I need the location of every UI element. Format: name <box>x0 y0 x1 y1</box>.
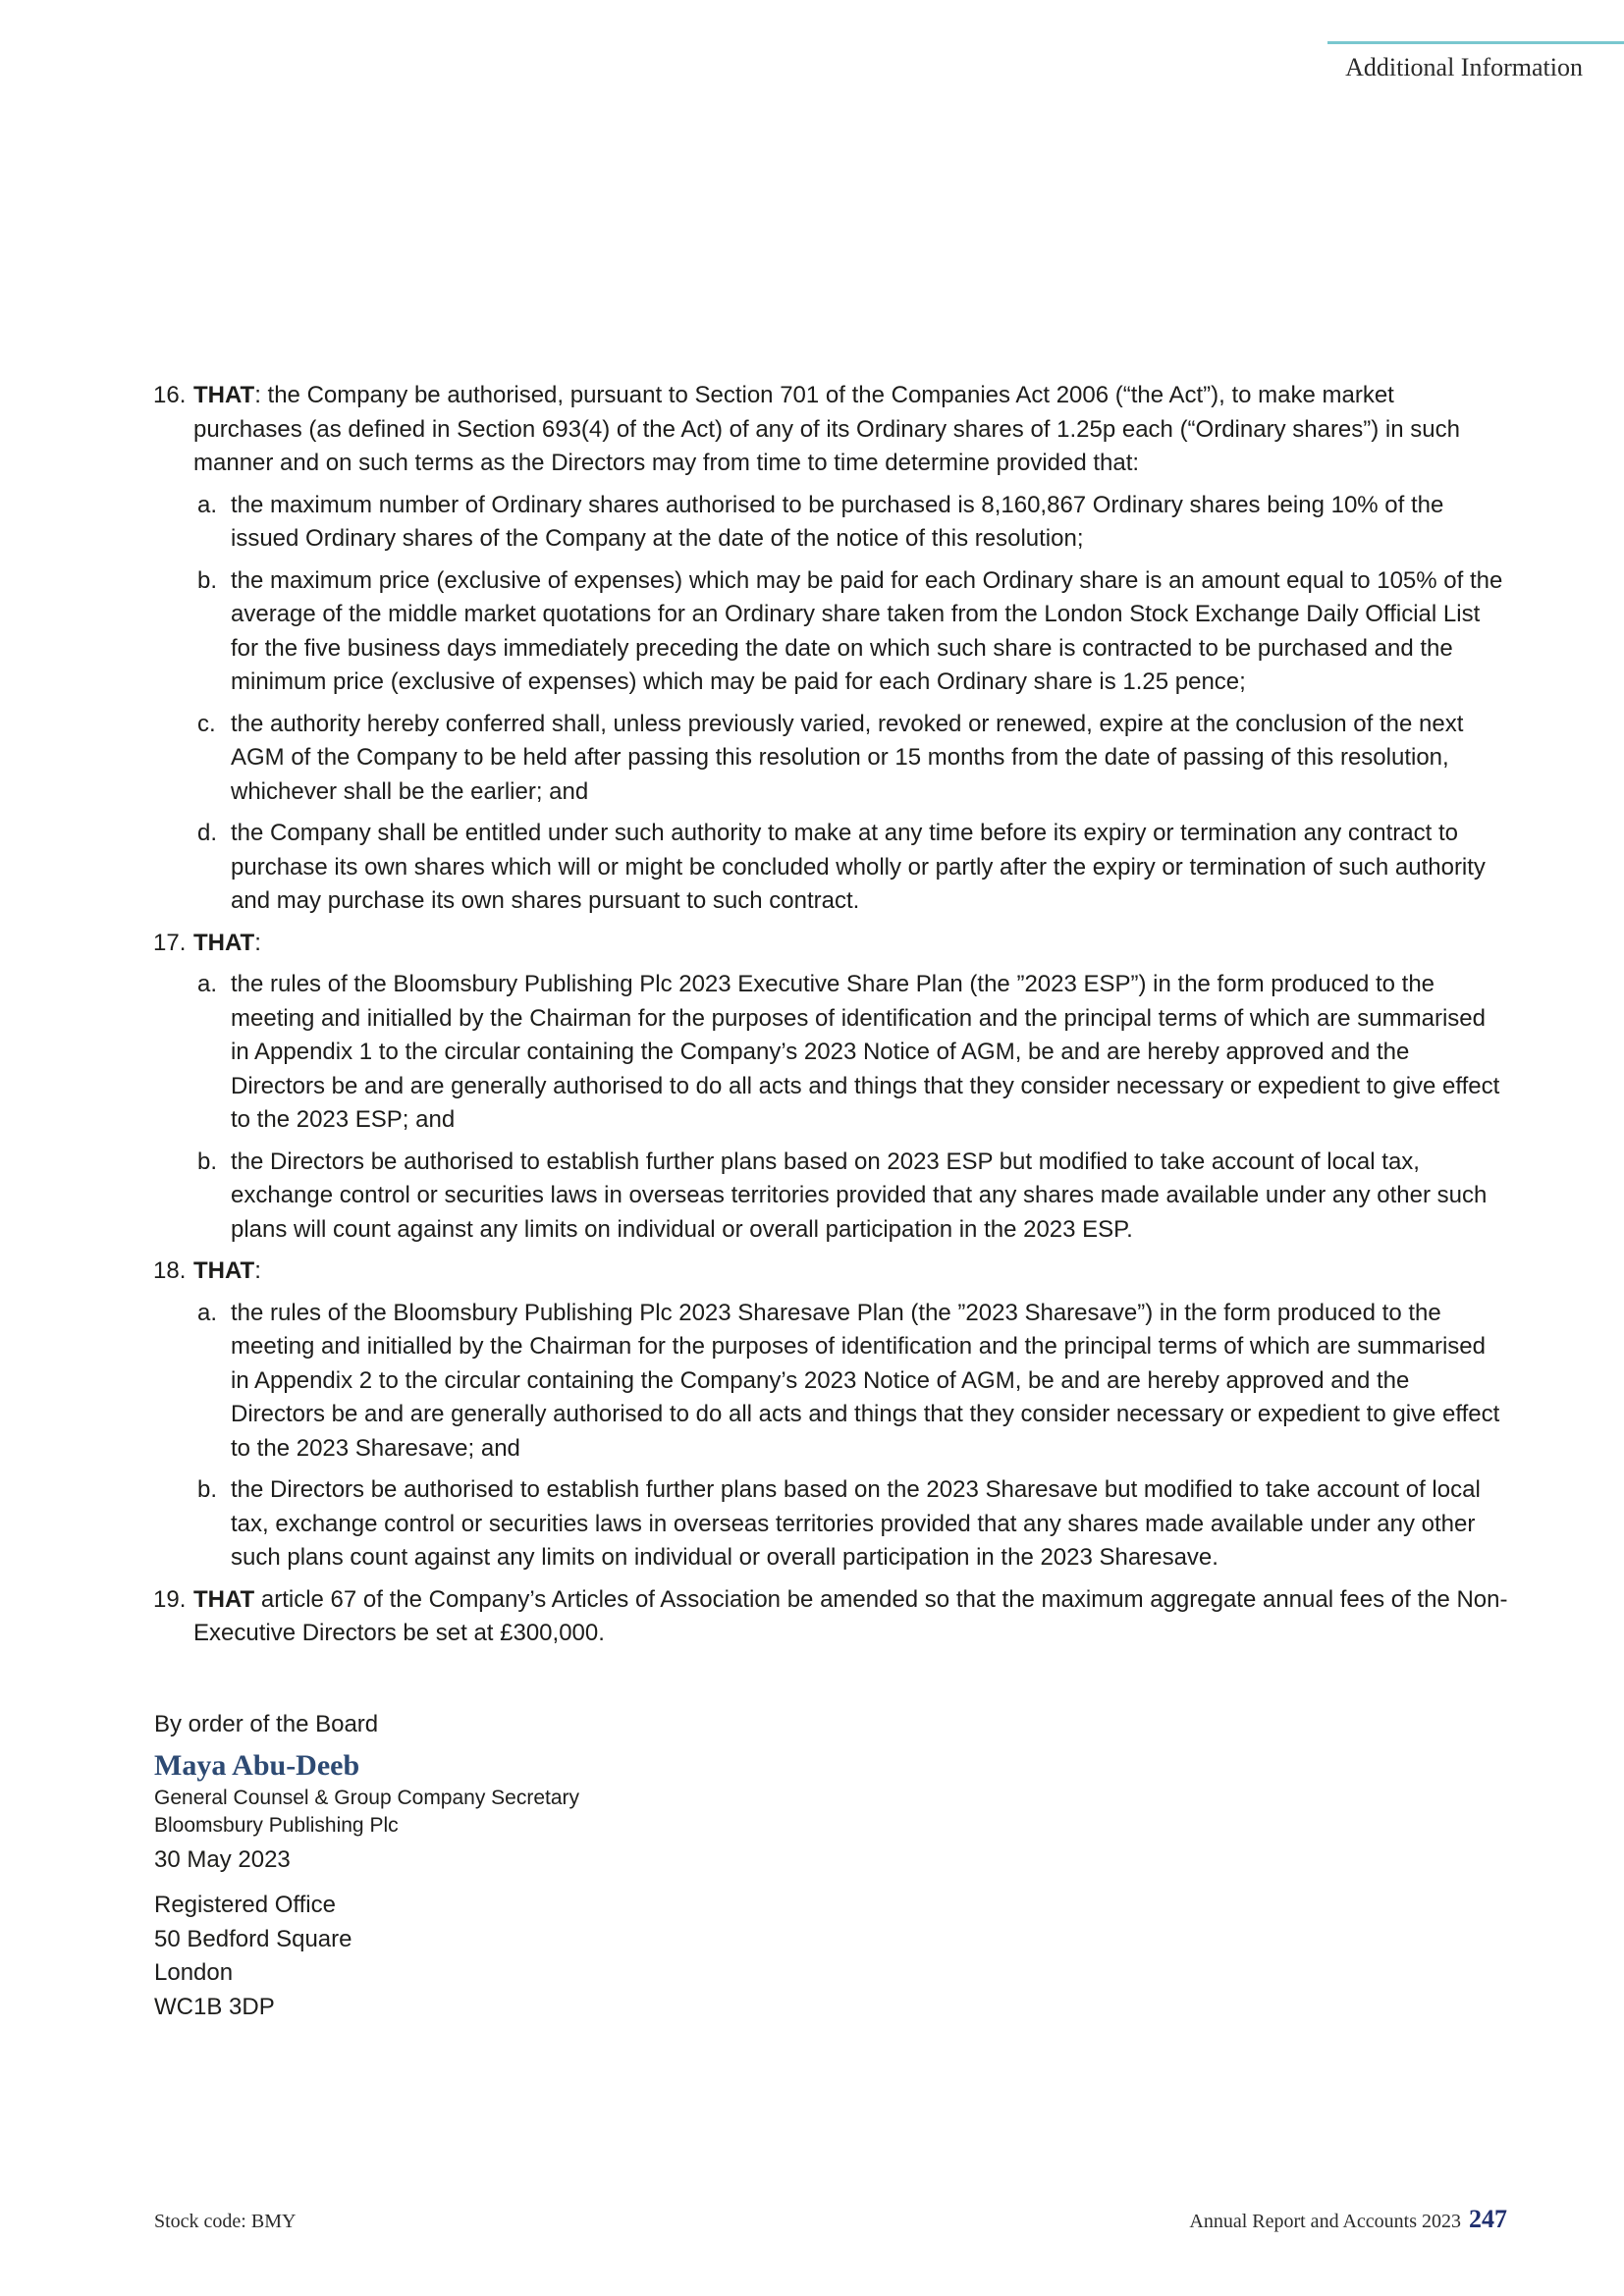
signatory-company: Bloomsbury Publishing Plc <box>154 1814 399 1837</box>
resolution-number: 17. <box>153 929 187 956</box>
address-line: Registered Office <box>154 1892 336 1918</box>
resolution-19 <box>153 1583 1508 1651</box>
sub-item <box>193 708 1508 810</box>
resolution-lead: THAT <box>193 382 255 408</box>
resolution-lead: THAT <box>193 929 255 956</box>
sub-item-letter: b. <box>197 566 218 594</box>
address-line: London <box>154 1959 234 1986</box>
sub-item-letter: a. <box>197 1299 218 1326</box>
section-title: Additional Information <box>1345 53 1583 81</box>
sub-item <box>193 489 1508 557</box>
resolution-text: : <box>254 929 261 956</box>
resolution-16 <box>153 379 1508 919</box>
resolution-number: 18. <box>153 1257 187 1284</box>
sub-item-text: the rules of the Bloomsbury Publishing Plc 2023 Sharesave Plan (the ”2023 Sharesave”) in the form produced to the meeting and initialled by the Chairman for the purposes of identification and the principal terms of which are summarised in Appendix 2 to the circular containing the Company’s 2023 Notice of AGM, be and are hereby approved and the Directors be and are generally authorised to do all acts and things that they consider necessary or expedient to give effect to the 2023 Sharesave; and <box>231 1299 1500 1462</box>
resolution-text: : <box>254 1257 261 1284</box>
resolution-17 <box>153 927 1508 1248</box>
address-line: 50 Bedford Square <box>154 1925 352 1952</box>
sub-item-letter: c. <box>197 710 216 737</box>
header-rule <box>1327 41 1624 44</box>
resolution-number: 16. <box>153 382 187 408</box>
sub-item-letter: d. <box>197 820 218 846</box>
sub-item <box>193 817 1508 919</box>
page-number: 247 <box>1469 2205 1507 2233</box>
resolutions-list <box>153 379 1508 1659</box>
footer-report <box>1189 2205 1507 2234</box>
resolution-text: article 67 of the Company’s Articles of Association be amended so that the maximum aggregate annual fees of the Non-Executive Directors be set at £300,000. <box>193 1585 1508 1646</box>
resolution-text: : the Company be authorised, pursuant to Section 701 of the Companies Act 2006 (“the Act”), to make market purchases (as defined in Section 693(4) of the Act) of any of its Ordinary shares of 1.25p each (“Ordinary shares”) in such manner and on such terms as the Directors may from time to time determine provided that: <box>193 382 1460 476</box>
resolution-lead: THAT <box>193 1585 255 1613</box>
notice-date: 30 May 2023 <box>154 1846 291 1873</box>
sub-item-letter: b. <box>197 1148 218 1175</box>
closing-block <box>154 1708 579 2024</box>
address-line: WC1B 3DP <box>154 1993 275 2020</box>
sub-item-letter: a. <box>197 971 218 997</box>
sub-item-text: the rules of the Bloomsbury Publishing Plc 2023 Executive Share Plan (the ”2023 ESP”) in the form produced to the meeting and initialled by the Chairman for the purposes of identification and the principal terms of which are summarised in Appendix 1 to the circular containing the Company’s 2023 Notice of AGM, be and are hereby approved and the Directors be and are generally authorised to do all acts and things that they consider necessary or expedient to give effect to the 2023 ESP; and <box>231 971 1500 1133</box>
by-order-text: By order of the Board <box>154 1711 379 1737</box>
sub-item <box>193 968 1508 1138</box>
sub-item <box>193 1473 1508 1575</box>
sub-item <box>193 1146 1508 1248</box>
sub-item <box>193 564 1508 700</box>
resolution-18 <box>153 1255 1508 1575</box>
sub-item-text: the Directors be authorised to establish further plans based on the 2023 Sharesave but modified to take account of local tax, exchange control or securities laws in overseas territories provided that any shares made available under any other such plans count against any limits on individual or overall participation in the 2023 Sharesave. <box>231 1476 1481 1571</box>
sub-item-text: the maximum price (exclusive of expenses) which may be paid for each Ordinary share is an amount equal to 105% of the average of the middle market quotations for an Ordinary share taken from the London Stock Exchange Daily Official List for the five business days immediately preceding the date on which such share is contracted to be purchased and the minimum price (exclusive of expenses) which may be paid for each Ordinary share is 1.25 pence; <box>231 566 1503 695</box>
resolution-lead: THAT <box>193 1257 255 1284</box>
stock-code: Stock code: BMY <box>154 2211 297 2232</box>
report-title: Annual Report and Accounts 2023 <box>1189 2211 1461 2232</box>
signatory-role: General Counsel & Group Company Secretary <box>154 1787 580 1809</box>
sub-item-text: the Directors be authorised to establish further plans based on 2023 ESP but modified to take account of local tax, exchange control or securities laws in overseas territories provided that any shares made available under any other such plans will count against any limits on individual or overall participation in the 2023 ESP. <box>231 1148 1488 1243</box>
signatory-name: Maya Abu-Deeb <box>154 1749 360 1782</box>
sub-item-text: the maximum number of Ordinary shares authorised to be purchased is 8,160,867 Ordinary shares being 10% of the issued Ordinary shares of the Company at the date of the notice of this resolution; <box>231 491 1444 552</box>
sub-item-letter: a. <box>197 491 218 518</box>
sub-item-letter: b. <box>197 1476 218 1503</box>
sub-item-text: the authority hereby conferred shall, unless previously varied, revoked or renewed, expire at the conclusion of the next AGM of the Company to be held after passing this resolution or 15 months from the date of passing of this resolution, whichever shall be the earlier; and <box>231 710 1464 805</box>
sub-item-text: the Company shall be entitled under such authority to make at any time before its expiry or termination any contract to purchase its own shares which will or might be concluded wholly or partly after the expiry or termination of such authority and may purchase its own shares pursuant to such contract. <box>231 820 1486 914</box>
resolution-number: 19. <box>153 1585 187 1613</box>
registered-office-address <box>154 1889 579 2024</box>
sub-item <box>193 1297 1508 1467</box>
